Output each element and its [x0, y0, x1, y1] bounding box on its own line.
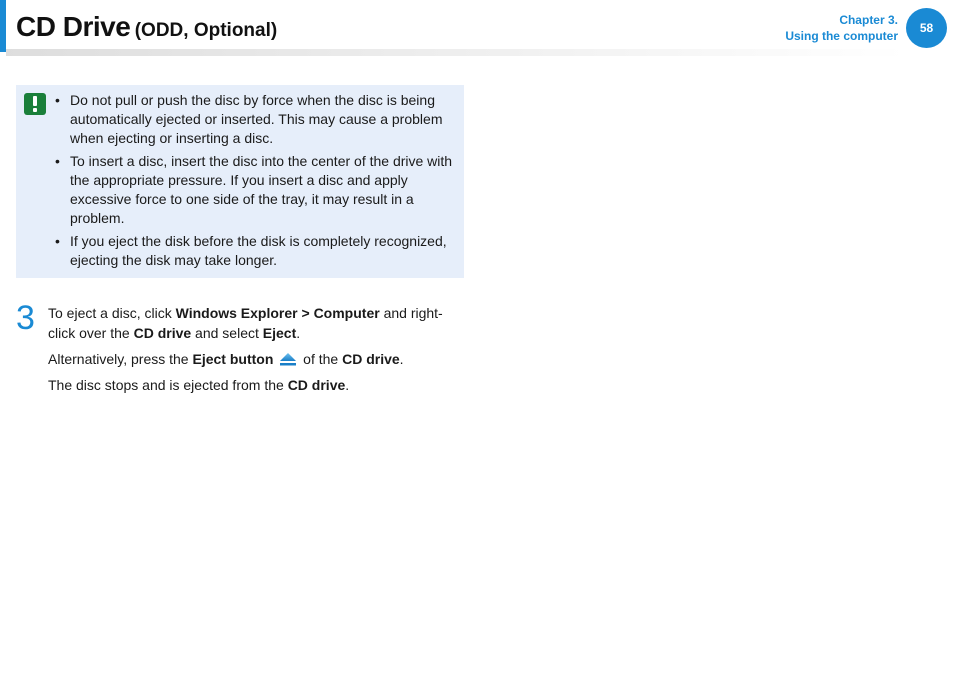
cd-drive-term: CD drive: [287, 377, 346, 393]
caution-text: If you eject the disk before the disk is completely recognized, ejecting the disk may take longer.: [70, 233, 447, 268]
chapter-number: Chapter 3.: [839, 13, 898, 27]
eject-term: Eject: [262, 325, 297, 341]
page-number-badge: 58: [906, 8, 947, 48]
header-accent-bar: [0, 0, 6, 52]
cd-drive-term: CD drive: [342, 351, 400, 367]
list-item: • If you eject the disk before the disk is completely recognized, ejecting the disk may take longer.: [55, 233, 447, 268]
eject-icon: [279, 351, 297, 371]
menu-path: Windows Explorer > Computer: [175, 305, 380, 321]
chapter-title: Using the computer: [785, 29, 898, 43]
step-result: The disc stops and is ejected from the CD drive.: [48, 377, 350, 393]
cd-drive-term: CD drive: [133, 325, 192, 341]
header-divider: [6, 49, 906, 56]
page-title: [16, 11, 277, 43]
step-alternative: Alternatively, press the Eject button of the CD drive.: [48, 349, 458, 371]
chapter-label: [785, 12, 898, 44]
exclamation-icon: [24, 93, 46, 115]
list-item: • Do not pull or push the disc by force when the disc is being automatically ejected or inserted. This may cause a problem when ejecting or inserting a disc.: [55, 92, 443, 146]
eject-button-term: Eject button: [192, 351, 274, 367]
step-instruction: To eject a disc, click Windows Explorer > Computer and right-click over the CD drive and select Eject.: [48, 305, 443, 341]
page-title-sub: (ODD, Optional): [134, 20, 278, 41]
list-item: • To insert a disc, insert the disc into the center of the drive with the appropriate pressure. If you insert a disc and apply excessive force to one side of the tray, it may result in a problem.: [55, 153, 453, 226]
caution-box: [16, 85, 464, 278]
caution-list: [54, 91, 460, 274]
step-number: 3: [16, 299, 35, 337]
page-title-main: CD Drive: [16, 11, 131, 42]
caution-text: To insert a disc, insert the disc into the center of the drive with the appropriate pressure. If you insert a disc and apply excessive force to one side of the tray, it may result in a problem.: [70, 153, 453, 226]
caution-text: Do not pull or push the disc by force when the disc is being automatically ejected or inserted. This may cause a problem when ejecting or inserting a disc.: [70, 92, 443, 146]
